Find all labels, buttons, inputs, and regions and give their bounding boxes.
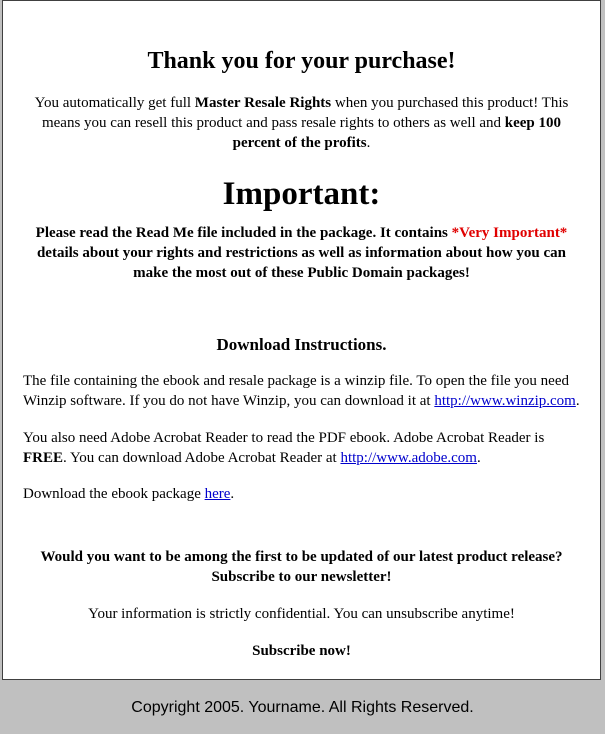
adobe-text: You also need Adobe Acrobat Reader to read the PDF ebook. Adobe Acrobat Reader is [23,430,545,446]
winzip-text: The file containing the ebook and resale package is a winzip file. To open the file you need Winzip software. If you do not have Winzip, you can download it at [23,373,569,409]
important-heading: Important: [222,176,381,212]
readme-red-highlight: *Very Important* [451,225,568,241]
winzip-end: . [575,393,580,409]
content-inner [3,1,600,661]
readme-paragraph [23,223,580,283]
ebook-download-link[interactable]: here [204,486,231,502]
winzip-link[interactable]: http://www.winzip.com [434,393,576,409]
adobe-end: . [476,450,481,466]
readme-text-1: Please read the Read Me file included in the package. It contains [35,225,452,241]
confidential-note: Your information is strictly confidential. You can unsubscribe anytime! [88,606,515,622]
intro-text-1: You automatically get full [34,95,195,111]
adobe-text-2: . You can download Adobe Acrobat Reader at [63,450,341,466]
intro-text-3: . [366,135,371,151]
intro-text-2: when you purchased this product! This means you can resell this product and pass resale rights to others as well and [41,95,569,131]
download-winzip-paragraph [23,371,580,411]
ebook-text: Download the ebook package [23,486,205,502]
adobe-link[interactable]: http://www.adobe.com [340,450,477,466]
newsletter-line-1: Would you want to be among the first to be updated of our latest product release? [40,549,563,565]
newsletter-prompt [23,547,580,587]
adobe-free-bold: FREE [23,450,64,466]
ebook-end: . [230,486,235,502]
footer-copyright: Copyright 2005. Yourname. All Rights Reserved. [131,699,474,716]
download-ebook-paragraph [23,484,580,504]
newsletter-line-2: Subscribe to our newsletter! [211,569,392,585]
download-adobe-paragraph [23,428,580,468]
page-title: Thank you for your purchase! [147,48,456,74]
subscribe-now-label: Subscribe now! [252,643,351,659]
intro-paragraph [23,93,580,153]
content-panel [2,0,601,680]
readme-text-2: details about your rights and restrictions as well as information about how you can make the most out of these Public Domain packages! [36,245,567,281]
intro-bold-resale-rights: Master Resale Rights [194,95,332,111]
intro-bold-profits: keep 100 percent of the profits [232,115,562,151]
download-heading: Download Instructions. [216,335,387,354]
